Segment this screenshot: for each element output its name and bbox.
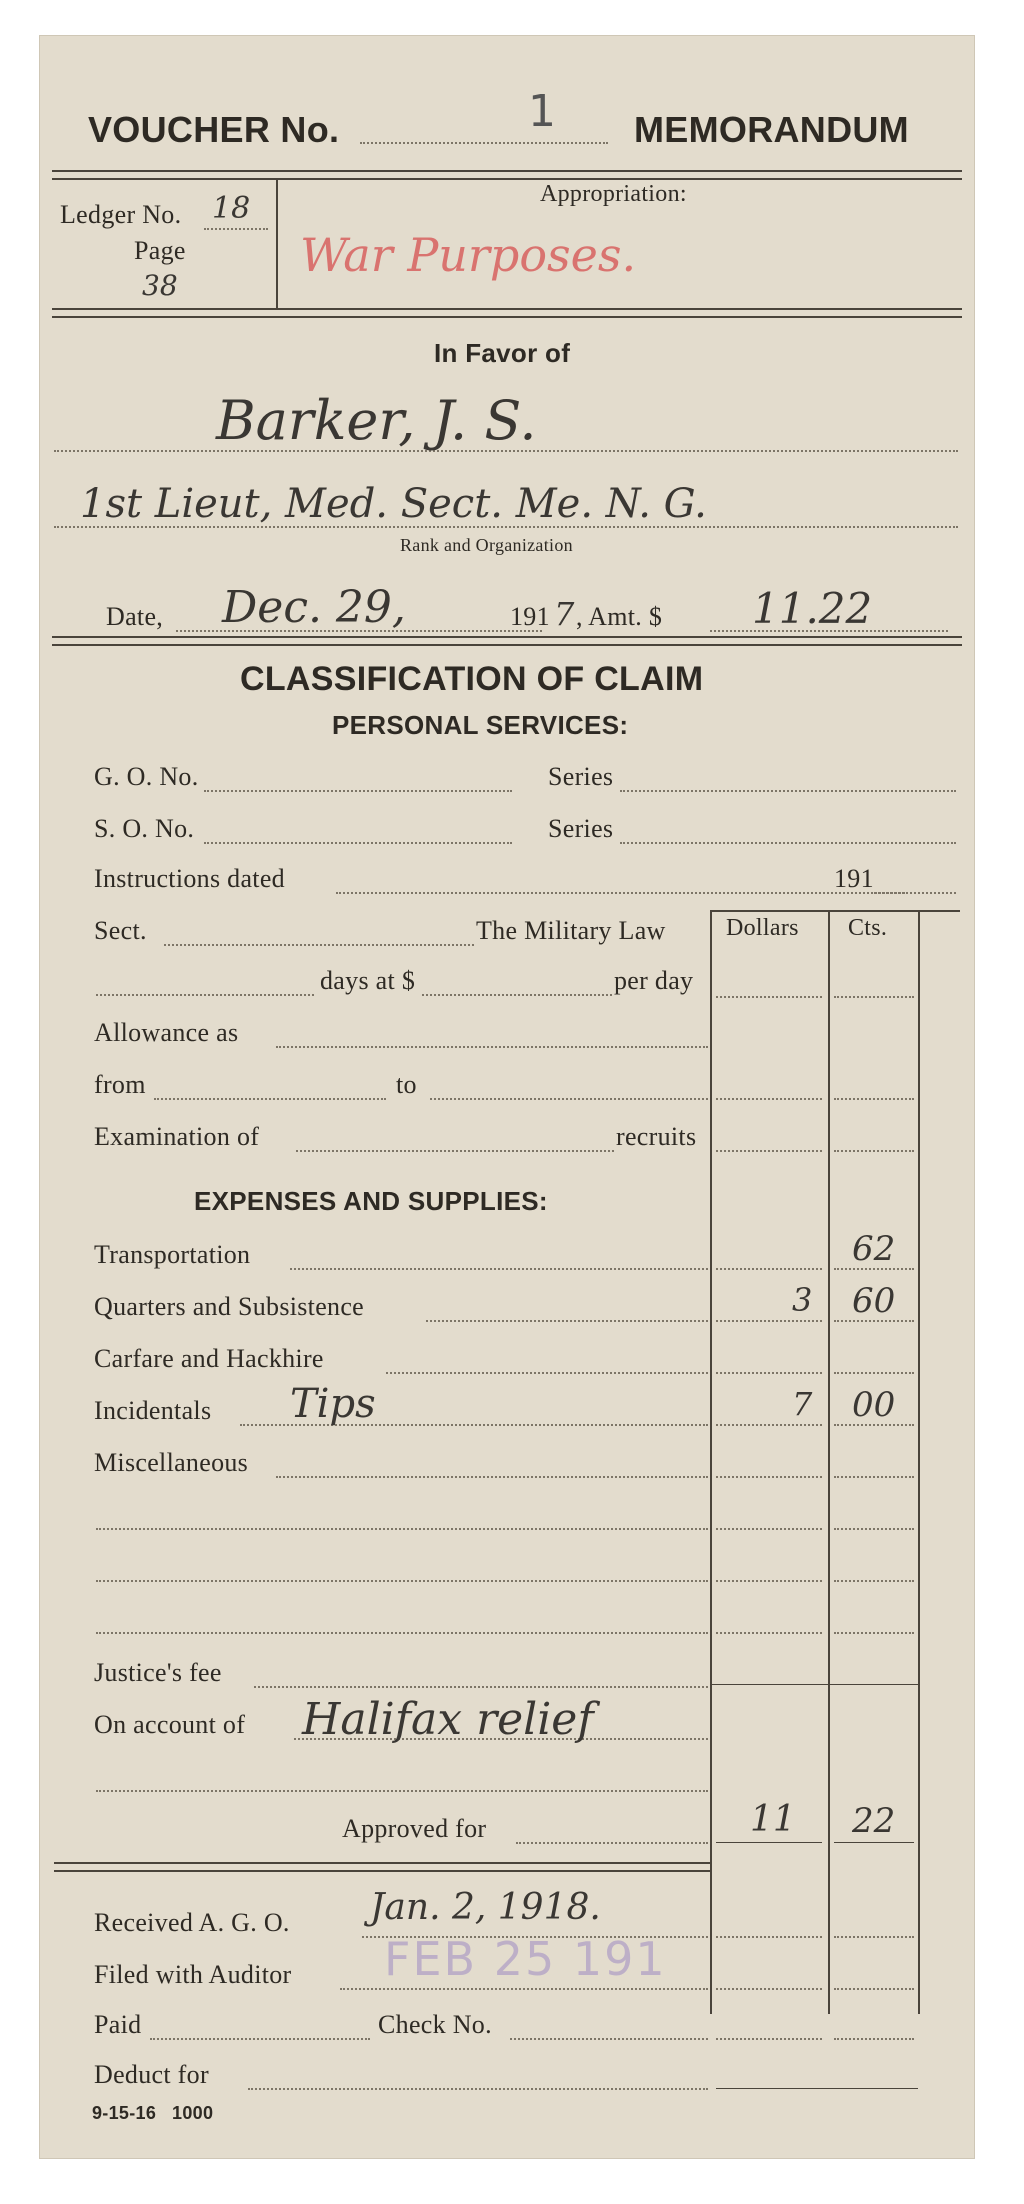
on-account-value: Halifax relief bbox=[302, 1694, 594, 1745]
appropriation-value: War Purposes. bbox=[300, 228, 637, 282]
date-value: Dec. 29, bbox=[222, 582, 406, 633]
go-no-label: G. O. No. bbox=[94, 762, 199, 791]
expenses-title: EXPENSES AND SUPPLIES: bbox=[194, 1186, 548, 1216]
approved-cents: 22 bbox=[852, 1801, 896, 1841]
voucher-label: VOUCHER No. bbox=[88, 109, 340, 150]
to-label: to bbox=[396, 1070, 417, 1099]
year-suffix: 7 bbox=[554, 595, 575, 633]
received-value: Jan. 2, 1918. bbox=[370, 1887, 601, 1928]
memorandum-label: MEMORANDUM bbox=[634, 109, 909, 150]
filed-stamp: FEB 25 191 bbox=[384, 1932, 667, 1986]
quarters-cents: 60 bbox=[852, 1281, 896, 1321]
appropriation-label: Appropriation: bbox=[540, 181, 687, 207]
recruits-label: recruits bbox=[616, 1122, 697, 1151]
classification-title: CLASSIFICATION OF CLAIM bbox=[240, 660, 704, 698]
series-label-2: Series bbox=[548, 814, 614, 843]
form-code: 9-15-16 1000 bbox=[92, 2103, 214, 2123]
year-prefix: 191 bbox=[510, 602, 550, 631]
page-label: Page bbox=[134, 236, 186, 265]
ledger-label: Ledger No. bbox=[60, 200, 182, 229]
examination-label: Examination of bbox=[94, 1122, 260, 1151]
quarters-label: Quarters and Subsistence bbox=[94, 1292, 365, 1321]
sect-label: Sect. bbox=[94, 916, 147, 945]
quarters-dollars: 3 bbox=[792, 1281, 813, 1319]
incidentals-cents: 00 bbox=[852, 1385, 896, 1425]
approved-dollars: 11 bbox=[750, 1799, 796, 1840]
transportation-cents: 62 bbox=[852, 1229, 896, 1269]
paid-label: Paid bbox=[94, 2010, 142, 2039]
filed-label: Filed with Auditor bbox=[94, 1960, 292, 1989]
payee-rank: 1st Lieut, Med. Sect. Me. N. G. bbox=[80, 481, 707, 527]
instructions-dated-label: Instructions dated bbox=[94, 864, 285, 893]
per-day-label: per day bbox=[614, 966, 694, 995]
date-label: Date, bbox=[106, 602, 164, 631]
military-law-label: The Military Law bbox=[476, 916, 666, 945]
cents-column-rule bbox=[828, 910, 830, 2014]
rank-label: Rank and Organization bbox=[400, 535, 573, 555]
miscellaneous-label: Miscellaneous bbox=[94, 1448, 249, 1477]
from-label: from bbox=[94, 1070, 146, 1099]
approved-for-label: Approved for bbox=[342, 1814, 487, 1843]
deduct-for-label: Deduct for bbox=[94, 2060, 209, 2089]
check-no-label: Check No. bbox=[378, 2010, 492, 2039]
series-label-1: Series bbox=[548, 762, 614, 791]
instructions-year: 191 bbox=[834, 864, 874, 893]
incidentals-note: Tips bbox=[290, 1381, 376, 1427]
days-at-label: days at $ bbox=[320, 966, 416, 995]
incidentals-label: Incidentals bbox=[94, 1396, 212, 1425]
voucher-sheet bbox=[40, 36, 974, 2158]
page-value: 38 bbox=[142, 269, 178, 302]
ledger-value: 18 bbox=[212, 191, 251, 226]
payee-name: Barker, J. S. bbox=[216, 389, 537, 452]
allowance-label: Allowance as bbox=[94, 1018, 239, 1047]
in-favor-label: In Favor of bbox=[434, 338, 571, 368]
amount-label: , Amt. $ bbox=[576, 602, 663, 631]
cents-header: Cts. bbox=[848, 915, 888, 941]
voucher-number: 1 bbox=[528, 86, 556, 137]
so-no-label: S. O. No. bbox=[94, 814, 195, 843]
incidentals-dollars: 7 bbox=[792, 1385, 813, 1423]
transportation-label: Transportation bbox=[94, 1240, 251, 1269]
personal-services-title: PERSONAL SERVICES: bbox=[332, 710, 629, 740]
dollars-column-rule bbox=[710, 910, 712, 2014]
dollars-header: Dollars bbox=[726, 915, 799, 941]
amount-value: 11.22 bbox=[752, 584, 873, 633]
justice-fee-label: Justice's fee bbox=[94, 1658, 222, 1687]
ledger-divider bbox=[276, 178, 278, 308]
received-label: Received A. G. O. bbox=[94, 1908, 290, 1937]
on-account-label: On account of bbox=[94, 1710, 246, 1739]
carfare-label: Carfare and Hackhire bbox=[94, 1344, 324, 1373]
